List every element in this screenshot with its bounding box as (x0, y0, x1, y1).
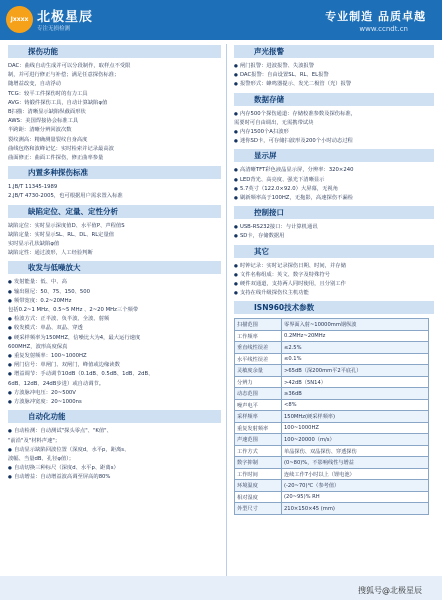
list-item: ● 自动切换三种标尺（深度d、水平p、距离s） (8, 464, 221, 473)
list-item: ● 检波方式：正半波、负半波、全波、射频 (8, 315, 221, 324)
section-title-alarm: 声光报警 (234, 45, 434, 58)
list-item: ● 自动增益：自动增益波高调至屏高的80% (8, 473, 221, 482)
list-item: 6dB、12dB、24dB步进）或自动调节。 (8, 380, 105, 387)
spec-value: 单晶探伤、双晶探伤、穿透探伤 (282, 445, 429, 457)
list-item: ● 方波脉冲宽度：20~1000ns (8, 398, 221, 407)
spec-value: 100~1000HZ (282, 422, 429, 434)
list-item: ● 内存500个探伤通道：存储校准参数及探伤标准， (234, 110, 434, 119)
spec-value: ≤0.1% (282, 353, 429, 365)
spec-value: 100~20000（m/s） (282, 434, 429, 446)
spec-value: 连续工作7小时以上（锂电池） (282, 468, 429, 480)
list-item: 600MHZ，波形高度保真 (8, 343, 68, 350)
other-list (234, 262, 434, 299)
list-item: 需要时可自由调出，无需携带试块 (234, 119, 314, 126)
list-item: 包括0.2~1 MHz、0.5~5 MHz 、2~20 MHz三个频带 (8, 307, 139, 314)
spec-key: 采样频率 (235, 411, 282, 423)
table-row (235, 422, 429, 434)
list-item: ● LED背光、高亮度、强光下清晰显示 (234, 176, 434, 185)
list-item: 1.JB/T 11345-1989 (8, 184, 58, 191)
spec-key: 灵敏度余量 (235, 365, 282, 377)
list-item: ● 方波脉冲电压：20~500V (8, 389, 221, 398)
spec-key: 数字抑制 (235, 457, 282, 469)
list-item: AWS：美国焊接协会标准工具 (8, 118, 79, 125)
list-item: ● USB-RS232接口：与计算机通讯 (234, 223, 434, 232)
spec-key: 相对湿度 (235, 491, 282, 503)
spec-value: 零界面入射~10000mm钢纵波 (282, 319, 429, 331)
table-row (235, 468, 429, 480)
spec-value: 210×150×45 (mm) (282, 503, 429, 515)
list-item: ● 刷新频率高于100HZ，无拖影，高速探伤不漏检 (234, 194, 434, 203)
section-title-interface: 控制接口 (234, 206, 434, 219)
automation-list (8, 427, 221, 482)
table-row (235, 376, 429, 388)
list-item: ● 迷你SD卡，可存储扫波形及200个小时动态过程 (234, 137, 434, 146)
right-column (234, 42, 434, 515)
list-item: ● 时钟记录：实时记录探伤日期、时间，并存储 (234, 262, 434, 271)
spec-table (234, 318, 429, 515)
list-item: 波幅、当量dB、孔径φ值）； (8, 455, 75, 462)
list-item: 曲面修正：曲面工件探伤，修正曲率参量 (8, 155, 104, 162)
list-item: ● 增益调节：手动调节10dB（0.1dB、0.5dB、1dB、2dB、 (8, 370, 221, 379)
spec-value: >42dB（5N14） (282, 376, 429, 388)
spec-key: 工作方式 (235, 445, 282, 457)
watermark: 搜狐号@北极星辰 (358, 586, 422, 595)
spec-value: ≤2.5% (282, 342, 429, 354)
column-divider (226, 44, 227, 600)
brand-name: 北极星辰 (37, 10, 94, 25)
list-item: 裂纹测高：精确测量裂纹自身高度 (8, 136, 88, 143)
spec-key: 外型尺寸 (235, 503, 282, 515)
list-item: ● 闸门报警：进波报警、失波报警 (234, 62, 434, 71)
table-row (235, 491, 429, 503)
list-item: 实时显示孔状缺陷φ值 (8, 241, 60, 248)
list-item: ● 重复发射频率：100~1000HZ (8, 352, 221, 361)
list-item: ● 收发模式：单晶、双晶、穿透 (8, 324, 221, 333)
list-item: 2.JB/T 4730-2005，也可根据用户需求置入标准 (8, 193, 123, 200)
list-item: ● 内存1500个A扫波形 (234, 128, 434, 137)
brand-subtitle: 专注无损检测 (37, 26, 71, 32)
list-item: ● 自动检测：自动测试"探头零点"、"K值"、 (8, 427, 221, 436)
storage-list (234, 110, 434, 147)
section-title-other: 其它 (234, 245, 434, 258)
spec-key: 工作频率 (235, 330, 282, 342)
spec-key: 噪声电平 (235, 399, 282, 411)
list-item: ● SD卡，存储数据用 (234, 232, 434, 241)
spec-key: 水平线性误差 (235, 353, 282, 365)
list-item: ● 自动显示缺陷回波位置（深度d，水平p，距离s、 (8, 446, 221, 455)
list-item: ● 输出阻尼：50、75、150、500 (8, 288, 221, 297)
section-title-defect-analysis: 缺陷定位、定量、定性分析 (8, 205, 221, 218)
table-row (235, 445, 429, 457)
table-row (235, 434, 429, 446)
table-row (235, 353, 429, 365)
table-row (235, 503, 429, 515)
list-item: 缺陷定性：通过波形，人工经验判断 (8, 250, 93, 257)
spec-value: (0~80)%，不影响线性与增益 (282, 457, 429, 469)
interface-list (234, 223, 434, 241)
slogan: 专业制造 品质卓越 (325, 10, 426, 23)
list-item: 制，并可进行修正与补偿；满足任意探伤标准； (8, 72, 120, 79)
brand-logo-icon: Jxxxx (6, 6, 33, 33)
spec-key: 垂直线性误差 (235, 342, 282, 354)
list-item: ● DAC报警：自由设置SL、RL、EL报警 (234, 71, 434, 80)
section-title-standards: 内置多种探伤标准 (8, 166, 221, 179)
spec-value: (20~95)% RH (282, 491, 429, 503)
list-item: B扫描：清晰显示缺陷纵截面形状 (8, 109, 86, 116)
table-row (235, 388, 429, 400)
spec-key: 重复发射频率 (235, 422, 282, 434)
defect-analysis-list (8, 222, 221, 259)
table-row (235, 480, 429, 492)
list-item: ● 闸门信号：单闸门、双闸门，峰值或边缘读数 (8, 361, 221, 370)
list-item: TCG：较平工件探伤时的有力工具 (8, 90, 88, 97)
table-row (235, 365, 429, 377)
spec-key: 声速范围 (235, 434, 282, 446)
spec-value: 0.2MHz~20MHz (282, 330, 429, 342)
list-item: ● 硬采样频率为150MHZ，信噪比大为4，最大运行速度 (8, 334, 221, 343)
spec-key: 环境温度 (235, 480, 282, 492)
section-title-specs: ISN960技术参数 (234, 301, 434, 314)
section-title-storage: 数据存储 (234, 93, 434, 106)
list-item: ● 文件名称组成：英文、数字及特殊符号 (234, 271, 434, 280)
website-link[interactable]: www.ccndt.cn (359, 25, 408, 33)
spec-key: 动态范围 (235, 388, 282, 400)
spec-key: 分辨力 (235, 376, 282, 388)
table-row (235, 457, 429, 469)
section-title-transceiver: 收发与低噪放大 (8, 261, 221, 274)
section-title-automation: 自动化功能 (8, 410, 221, 423)
table-row (235, 399, 429, 411)
list-item: 随增益改变，自动浮动 (8, 81, 61, 88)
list-item: ● 报警形式：蜂鸣器提示、发光二极管（光）报警 (234, 80, 434, 89)
detection-list (8, 62, 221, 163)
spec-value: >65dB（深200mm平2平底孔） (282, 365, 429, 377)
section-title-detection: 探伤功能 (8, 45, 221, 58)
list-item: ● 5.7英寸（122.0×92.0）大屏幕，无视角 (234, 185, 434, 194)
table-row (235, 319, 429, 331)
spec-value: 150MHz(硬采样频率) (282, 411, 429, 423)
list-item: AVG：铸锻件探伤工具，自动计算缺陷φ值 (8, 99, 108, 106)
list-item: ● 发射能量：低、中、高 (8, 278, 221, 287)
spec-value: <8% (282, 399, 429, 411)
list-item: ● 硬件双通道，支持两人同时使用，且分别工作 (234, 280, 434, 289)
transceiver-list (8, 278, 221, 407)
list-item: ● 频带宽度：0.2~20MHz (8, 297, 221, 306)
display-list (234, 166, 434, 203)
alarm-list (234, 62, 434, 90)
table-row (235, 342, 429, 354)
standards-list (8, 183, 221, 201)
list-item: 半跨距：清晰分辨回波次数 (8, 127, 72, 134)
list-item: 缺陷定位：实时显示深度值D、水平值P、声程值S (8, 222, 125, 229)
list-item: ● 高清晰TFT彩色液晶显示屏，分辨率：320×240 (234, 166, 434, 175)
spec-key: 扫描范围 (235, 319, 282, 331)
list-item: 曲线包络和波峰记忆：实时检索并记录最高波 (8, 145, 114, 152)
left-column (8, 42, 221, 483)
list-item: DAC：曲线自动生成并可以分段制作，取样点不受限 (8, 63, 131, 69)
spec-value: ≥36dB (282, 388, 429, 400)
spec-key: 工作时间 (235, 468, 282, 480)
list-item: ● 支持在线升级探伤仪主机功能 (234, 289, 434, 298)
table-row (235, 330, 429, 342)
spec-value: (-20~70)℃（参考值） (282, 480, 429, 492)
list-item: 缺陷定量：实时显示SL、RL、DL、RL定量值 (8, 231, 115, 238)
header-banner (0, 0, 442, 40)
table-row (235, 411, 429, 423)
section-title-display: 显示屏 (234, 149, 434, 162)
list-item: "前沿"及"材料声速"； (8, 437, 61, 444)
